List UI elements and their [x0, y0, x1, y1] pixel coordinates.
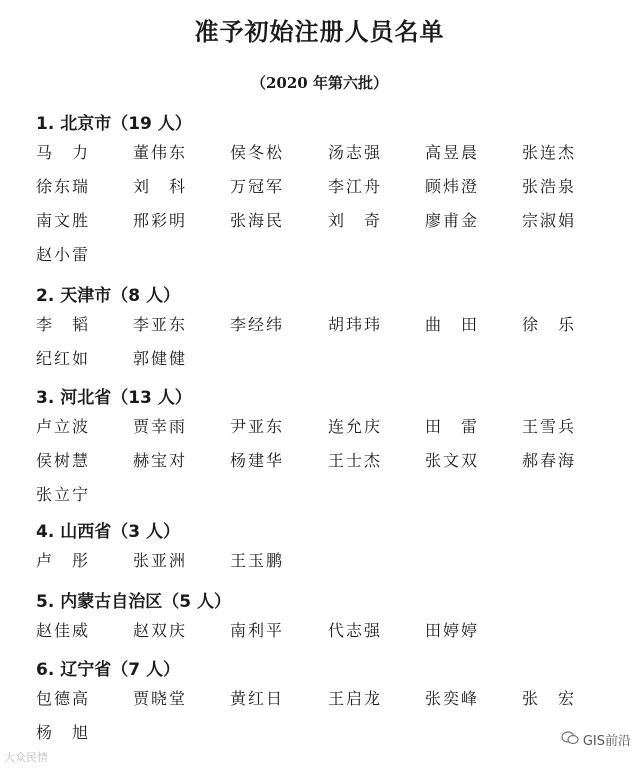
person-name: 卢立波 — [36, 417, 91, 436]
person-name: 南利平 — [230, 621, 285, 640]
person-name: 董伟东 — [133, 143, 188, 162]
section-3 — [36, 386, 616, 512]
person-name: 高昱晨 — [425, 143, 480, 162]
person-name: 刘 奇 — [328, 211, 383, 230]
person-name: 田婷婷 — [425, 621, 480, 640]
person-name: 南文胜 — [36, 211, 91, 230]
person-name: 张 宏 — [522, 689, 577, 708]
person-name: 李经纬 — [230, 315, 285, 334]
person-name: 田 雷 — [425, 417, 480, 436]
section-heading: 6. 辽宁省（7 人） — [36, 660, 180, 680]
person-name: 张连杰 — [522, 143, 577, 162]
person-name: 张文双 — [425, 451, 480, 470]
person-name: 侯冬松 — [230, 143, 285, 162]
person-name: 王玉鹏 — [230, 551, 285, 570]
person-name: 杨建华 — [230, 451, 285, 470]
name-row — [36, 544, 616, 578]
section-5 — [36, 590, 616, 648]
name-row — [36, 204, 616, 238]
section-heading: 1. 北京市（19 人） — [36, 114, 192, 134]
person-name: 赵小雷 — [36, 245, 91, 264]
person-name: 张立宁 — [36, 485, 91, 504]
person-name: 李 韬 — [36, 315, 91, 334]
person-name: 张浩泉 — [522, 177, 577, 196]
name-row — [36, 410, 616, 444]
name-row — [36, 136, 616, 170]
name-row — [36, 716, 616, 750]
person-name: 胡玮玮 — [328, 315, 383, 334]
person-name: 宗淑娟 — [522, 211, 577, 230]
person-name: 顾炜澄 — [425, 177, 480, 196]
section-4 — [36, 520, 616, 578]
person-name: 杨 旭 — [36, 723, 91, 742]
person-name: 郭健健 — [133, 349, 188, 368]
person-name: 卢 彤 — [36, 551, 91, 570]
name-row — [36, 444, 616, 478]
section-6 — [36, 658, 616, 750]
section-heading: 4. 山西省（3 人） — [36, 522, 180, 542]
section-1 — [36, 112, 616, 272]
watermark-left: 大众民情 — [4, 751, 48, 764]
person-name: 连允庆 — [328, 417, 383, 436]
person-name: 张亚洲 — [133, 551, 188, 570]
person-name: 黄红日 — [230, 689, 285, 708]
section-heading: 5. 内蒙古自治区（5 人） — [36, 592, 231, 612]
person-name: 赵佳威 — [36, 621, 91, 640]
person-name: 赫宝对 — [133, 451, 188, 470]
person-name: 代志强 — [328, 621, 383, 640]
section-heading: 2. 天津市（8 人） — [36, 286, 180, 306]
name-row — [36, 170, 616, 204]
wechat-icon — [561, 731, 579, 749]
name-row — [36, 238, 616, 272]
person-name: 徐东瑞 — [36, 177, 91, 196]
batch-subtitle: （2020 年第六批） — [251, 74, 388, 92]
person-name: 侯树慧 — [36, 451, 91, 470]
watermark-right — [561, 730, 631, 749]
person-name: 赵双庆 — [133, 621, 188, 640]
person-name: 汤志强 — [328, 143, 383, 162]
page-title: 准予初始注册人员名单 — [194, 17, 445, 46]
person-name: 郝春海 — [522, 451, 577, 470]
person-name: 张奕峰 — [425, 689, 480, 708]
person-name: 万冠军 — [230, 177, 285, 196]
person-name: 王士杰 — [328, 451, 383, 470]
section-2 — [36, 284, 616, 376]
person-name: 贾幸雨 — [133, 417, 188, 436]
person-name: 王启龙 — [328, 689, 383, 708]
name-row — [36, 478, 616, 512]
name-row — [36, 614, 616, 648]
name-row — [36, 682, 616, 716]
name-row — [36, 342, 616, 376]
person-name: 邢彩明 — [133, 211, 188, 230]
person-name: 尹亚东 — [230, 417, 285, 436]
person-name: 纪红如 — [36, 349, 91, 368]
person-name: 李江舟 — [328, 177, 383, 196]
person-name: 李亚东 — [133, 315, 188, 334]
person-name: 刘 科 — [133, 177, 188, 196]
watermark-right-label: GIS前沿 — [582, 734, 631, 749]
person-name: 张海民 — [230, 211, 285, 230]
person-name: 王雪兵 — [522, 417, 577, 436]
section-heading: 3. 河北省（13 人） — [36, 388, 192, 408]
person-name: 曲 田 — [425, 315, 480, 334]
name-row — [36, 308, 616, 342]
person-name: 廖甫金 — [425, 211, 480, 230]
person-name: 贾晓堂 — [133, 689, 188, 708]
person-name: 包德高 — [36, 689, 91, 708]
person-name: 徐 乐 — [522, 315, 577, 334]
person-name: 马 力 — [36, 143, 91, 162]
